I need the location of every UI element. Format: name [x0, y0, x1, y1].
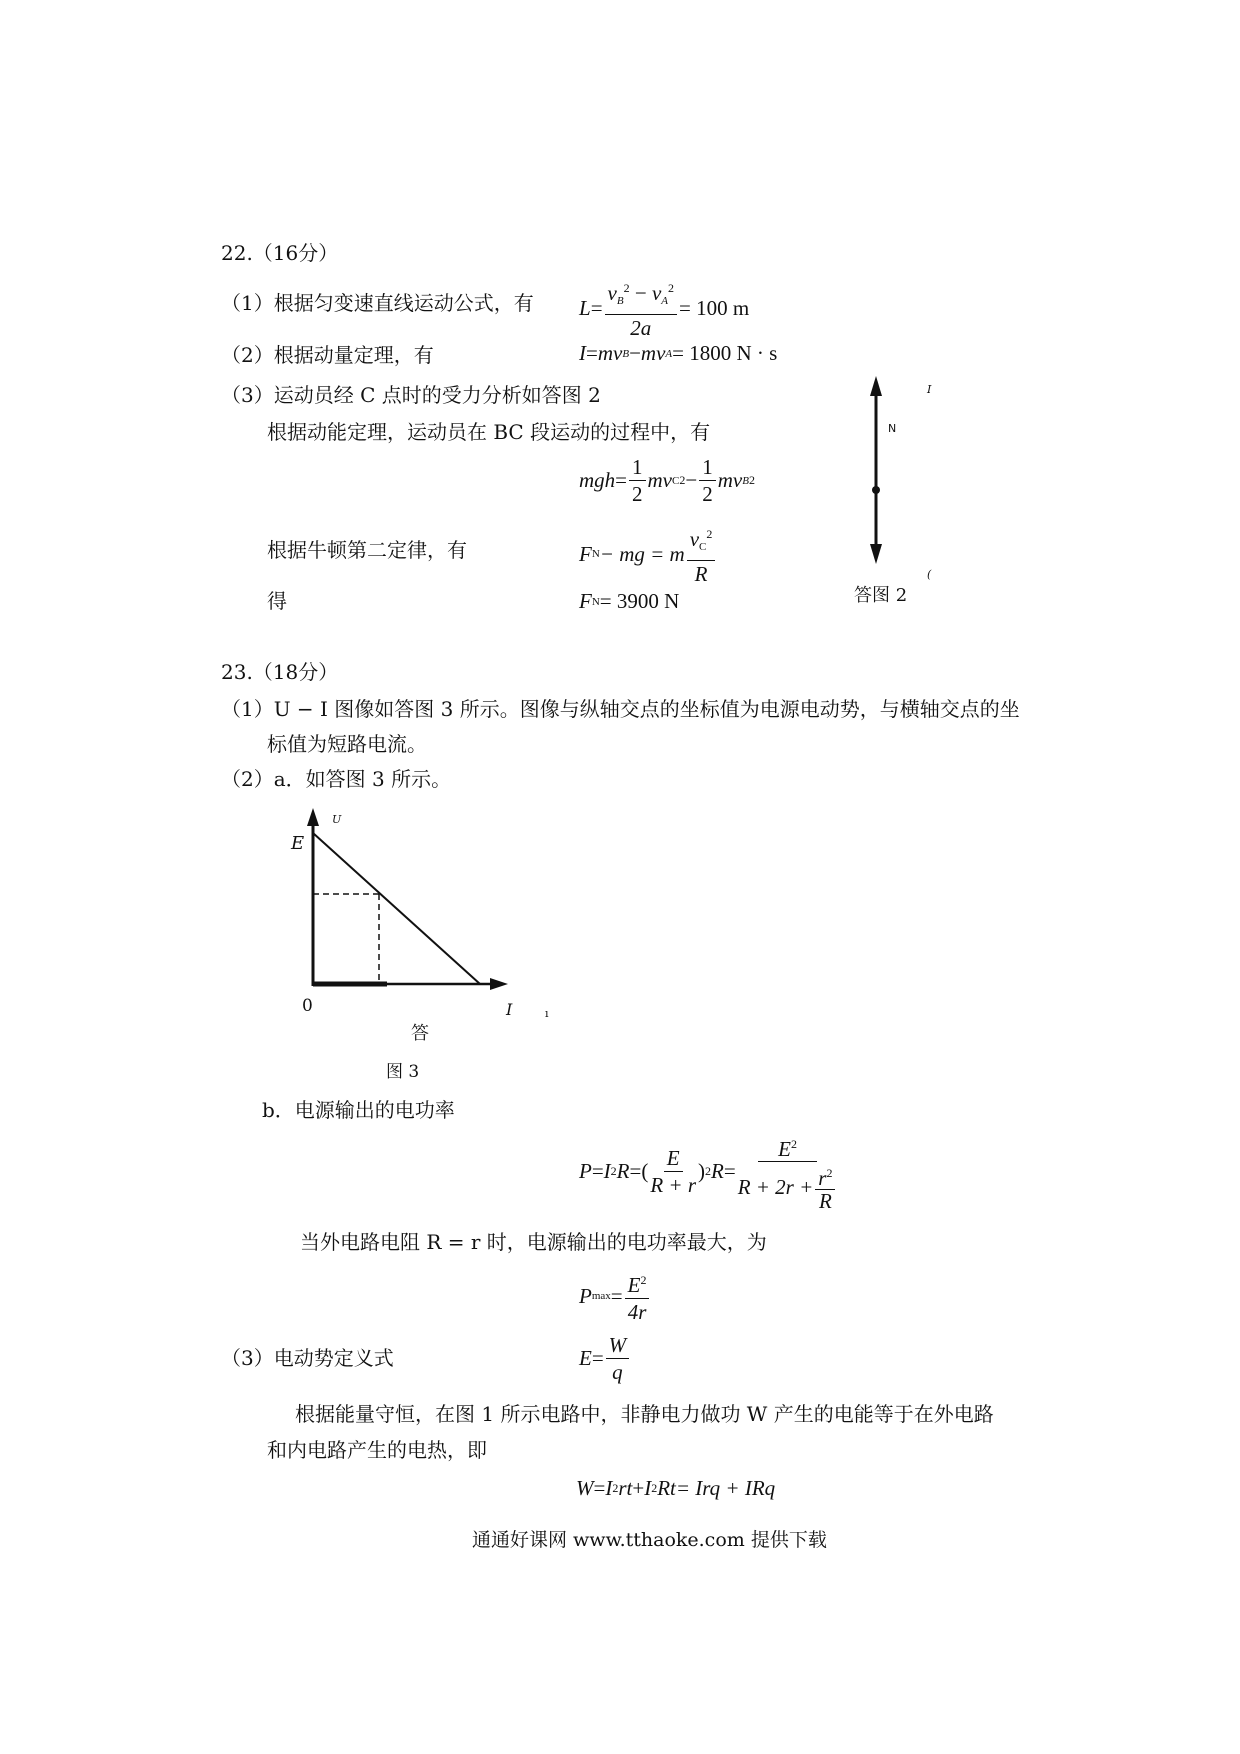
f-text: − [685, 468, 698, 492]
f-text: E [664, 1146, 683, 1172]
f-text: q [612, 1360, 623, 1384]
arrow-down-icon [870, 544, 882, 564]
f-text: 2 [705, 1164, 712, 1178]
f-text: − [629, 281, 652, 305]
f-text: v [607, 281, 617, 305]
q22-part3-text-b: 根据动能定理，运动员在 BC 段运动的过程中，有 [267, 420, 711, 444]
graph-e-label: E [291, 833, 305, 854]
fraction [650, 1146, 696, 1197]
f-text: I [605, 1476, 613, 1500]
f-text: mv [597, 341, 623, 365]
f-text: E [579, 1346, 592, 1370]
f-text: 2 [640, 1273, 647, 1287]
f-text: I [603, 1159, 611, 1183]
q23-formula-work [576, 1476, 775, 1501]
f-text: − [629, 341, 641, 365]
f-text: R [616, 1159, 630, 1183]
f-text: = [586, 341, 598, 365]
f-text: 4r [627, 1300, 647, 1324]
figure2-top-label: I [927, 383, 932, 396]
f-text: = [615, 468, 628, 492]
f-text: rt [618, 1476, 633, 1500]
f-text: ( [641, 1159, 649, 1183]
f-text: P [579, 1283, 592, 1308]
figure2-caption: 答图 2 [854, 585, 908, 606]
y-axis-arrow-icon [307, 808, 319, 826]
q23-energy-text: 根据能量守恒，在图 1 所示电路中，非静电力做功 W 产生的电能等于在外电路 [295, 1402, 994, 1426]
f-text: I [579, 341, 586, 365]
f-text: R + 2r + [737, 1175, 814, 1199]
f-text: mv [717, 468, 743, 492]
graph-caption-1: 答 [411, 1023, 429, 1044]
q22-header: 22.（16分） [221, 241, 339, 265]
graph-x-tail: ı [545, 1007, 549, 1020]
f-text: r [818, 1166, 827, 1190]
f-text: L [579, 295, 591, 320]
f-text: 2 [632, 482, 643, 506]
f-text: I [644, 1476, 652, 1500]
q23-part1-text: （1）U − I 图像如答图 3 所示。图像与纵轴交点的坐标值为电源电动势，与横轴交点的坐 [221, 697, 1020, 721]
f-text: = Irq + IRq [675, 1476, 776, 1500]
f-text: = 100 m [679, 295, 750, 320]
fraction [625, 1268, 650, 1324]
f-text: 1 [699, 455, 716, 481]
q23-part2-text: （2）a．如答图 3 所示。 [221, 767, 452, 791]
f-text: mv [640, 341, 666, 365]
f-text: ) [698, 1159, 706, 1183]
f-text: W [576, 1476, 594, 1500]
f-text: = [593, 1476, 606, 1500]
ui-line [313, 833, 480, 984]
f-text: 2 [610, 1164, 617, 1178]
f-text: F [579, 541, 592, 566]
fraction [815, 1163, 835, 1211]
q22-part3-text: （3）运动员经 C 点时的受力分析如答图 2 [221, 383, 601, 407]
f-text: = 3900 N [599, 589, 680, 613]
figure2-n-label: N [888, 422, 897, 435]
f-text: N [591, 548, 600, 560]
fraction [606, 1333, 630, 1384]
f-text: v [689, 527, 700, 551]
f-text: W [606, 1333, 630, 1359]
fraction [738, 1132, 838, 1211]
figure2-bottom-label: ( [927, 568, 932, 581]
ui-graph [307, 808, 508, 990]
f-text: − mg = m [599, 541, 685, 566]
f-text: = [629, 1159, 642, 1183]
force-diagram [870, 376, 882, 564]
f-text: 2 [826, 1166, 833, 1180]
x-axis-arrow-icon [490, 978, 508, 990]
f-text: F [579, 589, 592, 613]
f-text: 2 [790, 1137, 797, 1151]
f-text: R [694, 562, 708, 586]
graph-origin-label: 0 [302, 996, 313, 1016]
q23-header: 23.（18分） [221, 660, 339, 684]
q23-formula-emf [579, 1333, 631, 1384]
q23-part2b-text: b．电源输出的电功率 [262, 1098, 455, 1122]
f-text: = [591, 1159, 604, 1183]
f-text: B [742, 474, 749, 487]
q23-energy-text-b: 和内电路产生的电热，即 [267, 1438, 487, 1462]
q23-part1-text-b: 标值为短路电流。 [267, 732, 427, 756]
f-text: = [610, 1283, 623, 1308]
f-text: mgh [579, 468, 616, 492]
f-text: max [591, 1290, 611, 1302]
f-text: = [590, 295, 603, 320]
f-text: 2 [668, 281, 674, 295]
f-text: 2 [702, 482, 713, 506]
f-text: + [632, 1476, 645, 1500]
q23-formula-power [579, 1132, 839, 1211]
q23-part3-text: （3）电动势定义式 [221, 1346, 394, 1370]
f-text: = [591, 1346, 604, 1370]
f-text: A [665, 347, 673, 360]
q22-part4-text: 根据牛顿第二定律，有 [267, 538, 467, 562]
f-text: v [651, 281, 662, 305]
f-text: 2 [679, 473, 686, 487]
graph-y-label: U [332, 813, 342, 826]
q22-part5-text: 得 [267, 589, 287, 613]
f-text: 2 [748, 473, 755, 487]
q22-part1-text: （1）根据匀变速直线运动公式，有 [221, 291, 534, 315]
f-text: B [616, 295, 624, 307]
f-text: mv [647, 468, 673, 492]
f-text: B [622, 347, 630, 360]
f-text: 2 [612, 1481, 619, 1495]
footer-text: 通通好课网 www.tthaoke.com 提供下载 [472, 1529, 827, 1551]
graph-caption-2: 图 3 [386, 1062, 420, 1082]
q23-max-power-text: 当外电路电阻 R = r 时，电源输出的电功率最大，为 [300, 1230, 767, 1254]
f-text: P [579, 1159, 592, 1183]
f-text: E [778, 1137, 791, 1161]
f-text: N [591, 595, 600, 608]
f-text: R [818, 1189, 832, 1213]
f-text: 2a [630, 316, 652, 340]
graph-x-label: I [506, 1000, 513, 1019]
arrow-up-icon [870, 376, 882, 396]
f-text: R [711, 1159, 724, 1183]
q23-formula-pmax [579, 1268, 651, 1324]
f-text: = 1800 N · s [672, 341, 778, 365]
f-text: 2 [623, 281, 630, 295]
f-text: Rt [657, 1476, 676, 1500]
f-text: 2 [706, 527, 713, 541]
f-text: A [661, 295, 668, 307]
q22-part2-text: （2）根据动量定理，有 [221, 343, 434, 367]
f-text: R + r [650, 1173, 697, 1197]
point-c [872, 486, 880, 494]
f-text: C [699, 541, 707, 553]
f-text: C [672, 474, 680, 487]
f-text: 1 [629, 455, 646, 481]
f-text: 2 [651, 1481, 658, 1495]
f-text: = [723, 1159, 736, 1183]
f-text: E [627, 1273, 641, 1297]
